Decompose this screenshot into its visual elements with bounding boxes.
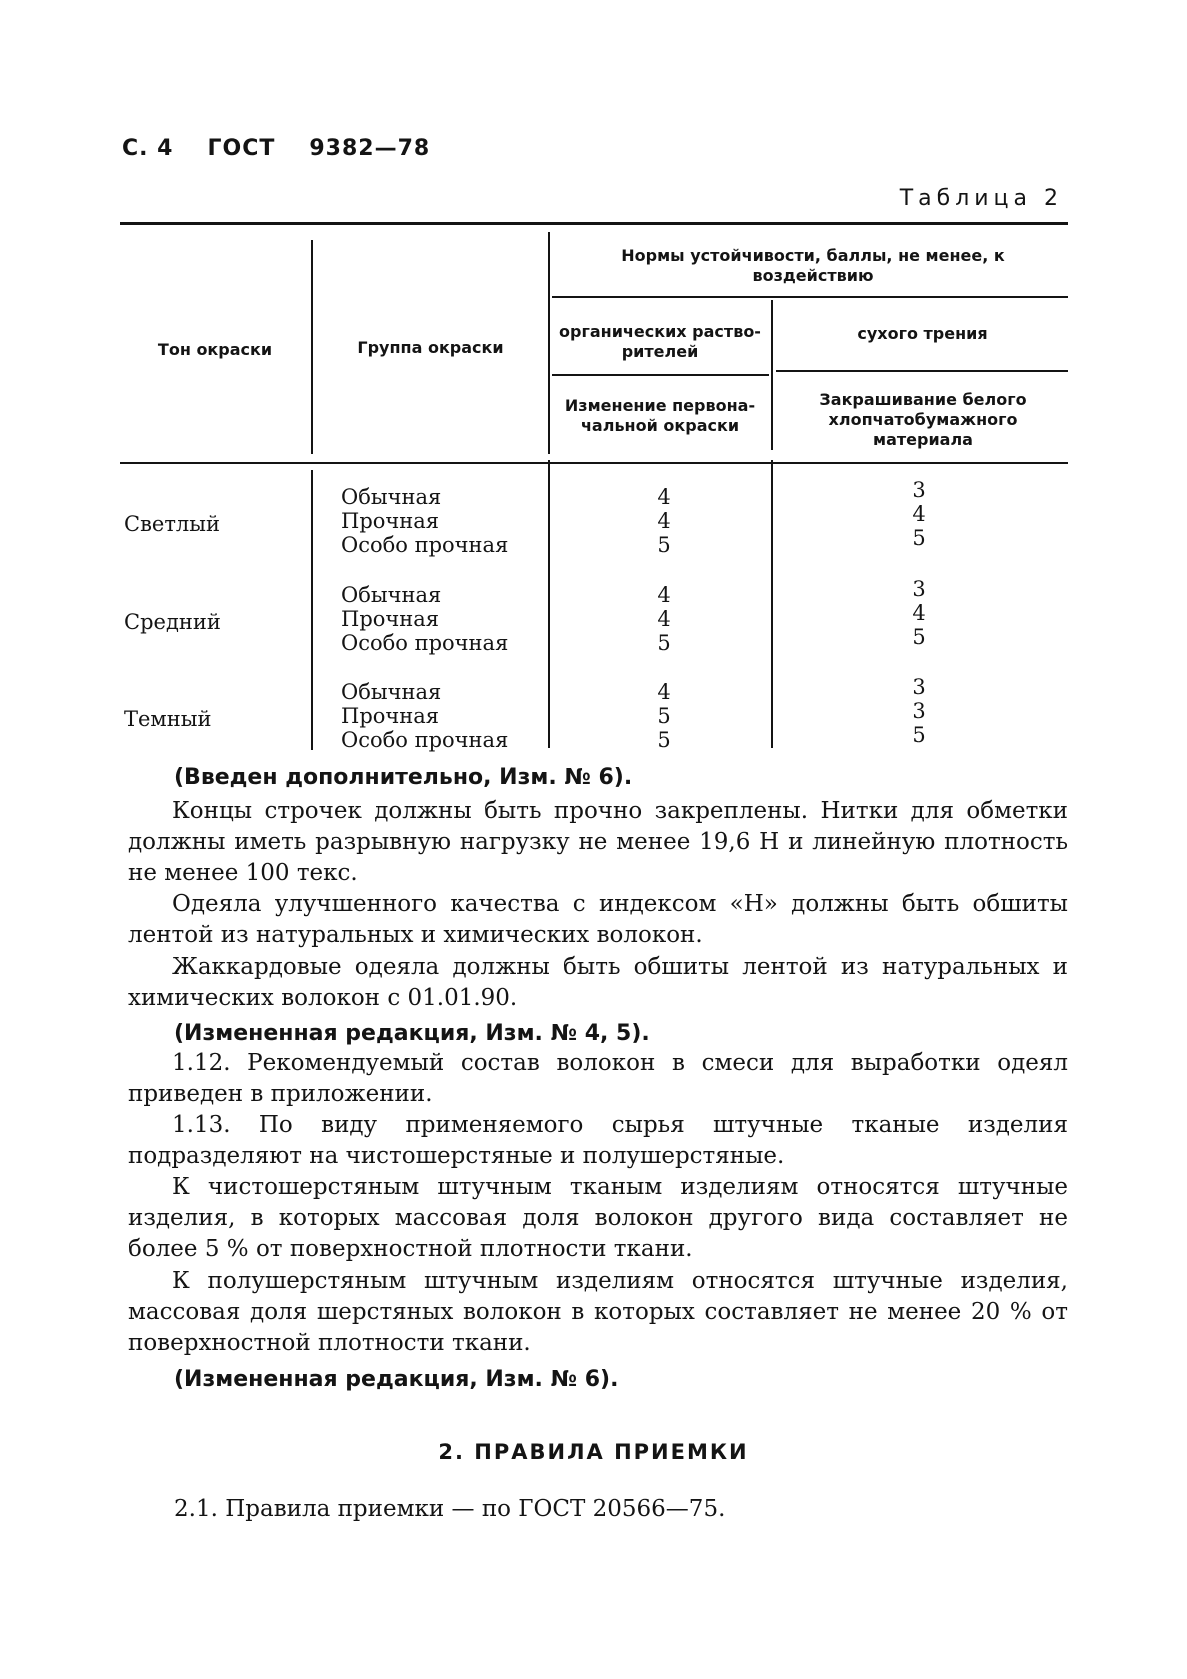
group-item: Особо прочная [341,728,509,752]
value: 3 [912,478,926,502]
group-item: Обычная [341,485,442,509]
rule-subhead-left [552,374,769,376]
paragraph: 2.1. Правила приемки — по ГОСТ 20566—75. [174,1496,726,1522]
group-item: Прочная [341,704,440,728]
group-item: Обычная [341,680,442,704]
header-norms: Нормы устойчивости, баллы, не менее, к воздействию [621,246,1005,285]
standard-number: 9382—78 [309,136,431,161]
amendment-note: (Измененная редакция, Изм. № 6). [174,1367,619,1392]
page-number: С. 4 [122,136,174,161]
group-item: Прочная [341,607,440,631]
header-organic-sub: Изменение первона-чальной окраски [564,396,756,435]
organic-values [644,680,684,752]
paragraph: Концы строчек должны быть прочно закреплены. Нитки для обметки должны иметь разрывную нагрузку не менее 19,6 Н и линейную плотность не менее 100 текс. [128,798,1068,886]
header-tone: Тон окраски [157,340,273,359]
value: 5 [912,625,926,649]
value: 4 [657,680,671,704]
group-item: Особо прочная [341,631,509,655]
value: 3 [912,699,926,723]
paragraph: К чистошерстяным штучным тканым изделиям относятся штучные изделия, в которых массовая доля волокон другого вида составляет не более 5 % от поверхностной плотности ткани. [128,1174,1068,1262]
vline-3-body [771,460,773,748]
value: 5 [657,533,671,557]
value: 3 [912,577,926,601]
value: 3 [912,675,926,699]
amendment-note: (Измененная редакция, Изм. № 4, 5). [174,1021,650,1046]
header-dry-sub: Закрашивание белого хлопчатобумажного материала [819,390,1027,449]
rule-norms [552,296,1068,298]
tone-cell: Светлый [124,512,220,536]
dry-values [899,478,939,550]
paragraph: 1.13. По виду применяемого сырья штучные тканые изделия подразделяют на чистошерстяные и полушерстяные. [128,1112,1068,1169]
group-item: Особо прочная [341,533,509,557]
dry-values [899,577,939,649]
header-organic: органических раство-рителей [559,322,761,361]
vline-2 [548,232,550,454]
paragraph: 1.12. Рекомендуемый состав волокон в смеси для выработки одеял приведен в приложении. [128,1050,1068,1107]
organic-values [644,583,684,655]
value: 4 [912,601,926,625]
amendment-note: (Введен дополнительно, Изм. № 6). [174,765,633,790]
paragraph: Одеяла улучшенного качества с индексом «Н» должны быть обшиты лентой из натуральных и химических волокон. [128,891,1068,948]
table-header-bottom-rule [120,462,1068,464]
value: 5 [912,526,926,550]
value: 5 [912,723,926,747]
paragraph: Жаккардовые одеяла должны быть обшиты лентой из натуральных и химических волокон с 01.01.90. [128,954,1068,1011]
header-group: Группа окраски [357,338,504,357]
value: 5 [657,728,671,752]
vline-1-body [311,470,313,750]
value: 4 [912,502,926,526]
section-title: 2. ПРАВИЛА ПРИЕМКИ [438,1440,749,1464]
value: 4 [657,607,671,631]
group-item: Обычная [341,583,442,607]
organic-values [644,485,684,557]
table-label: Таблица 2 [899,186,1063,211]
value: 4 [657,509,671,533]
rule-subhead-right [776,370,1068,372]
vline-1 [311,240,313,454]
page-header [122,136,464,161]
value: 4 [657,485,671,509]
value: 5 [657,631,671,655]
group-cell [341,680,508,752]
standard-label: ГОСТ [207,136,276,161]
table-top-rule [120,222,1068,225]
tone-cell: Темный [124,707,212,731]
header-dry: сухого трения [857,324,988,343]
dry-values [899,675,939,747]
tone-cell: Средний [124,610,221,634]
vline-2-body [548,460,550,748]
group-item: Прочная [341,509,440,533]
group-cell [341,583,508,655]
vline-3 [771,300,773,450]
paragraph: К полушерстяным штучным изделиям относятся штучные изделия, массовая доля шерстяных волокон в которых составляет не менее 20 % от поверхностной плотности ткани. [128,1268,1068,1356]
value: 4 [657,583,671,607]
group-cell [341,485,508,557]
value: 5 [657,704,671,728]
